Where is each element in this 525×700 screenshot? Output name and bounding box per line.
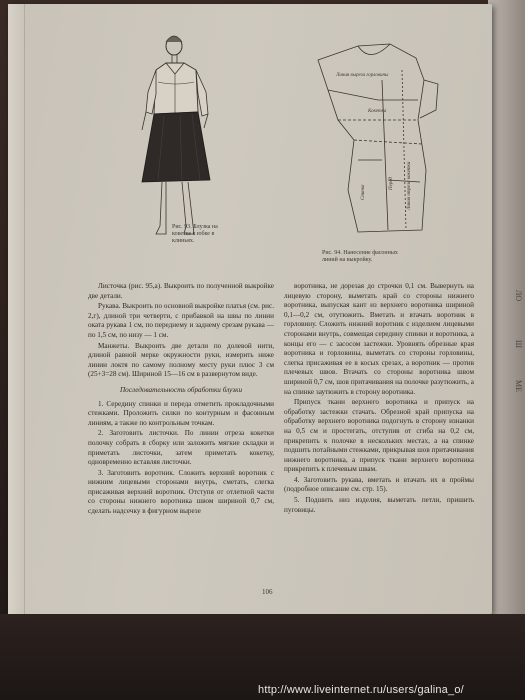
paragraph: 4. Заготовить рукава, вметать и втачать их в проймы (подробное описание см. стр. 15). [284,475,474,494]
paragraph: Рукава. Выкроить по основной выкройке платья (см. рис. 2,г), длиной три четверти, с прибавкой на швы по линии оката рукава 1 см, по переднему и заднему срезам рукава — по 1,5 см, по низу — 1 см. [88,302,274,339]
diagram-label: Спинка [361,184,366,200]
paragraph: Листочка (рис. 95,а). Выкроить по полученной выкройке две детали. [88,282,274,300]
diagram-label: Перед [389,177,394,190]
pattern-drafting-diagram [298,40,448,250]
figure-93-caption: Рис. 93. Блузка на кокетке к юбке в клиньях. [172,224,218,244]
paragraph: Припуск ткани верхнего воротника и припуск на обработку застежки стачать. Обрезной край припуска на обработку верхнего воротника подогнуть в сторону изнанки на 0,5 см и простегать, отступив от сгиба на 0,2 см, прикрепить к полочке в нескольких местах, а на спинке подшить потайными стежками, прикрывая шов притачивания нижнего воротника, а припуск ткани верхнего воротника прикрепить к плечевым швам. [284,398,474,474]
adjacent-page-edge [488,0,525,620]
right-text-column [284,282,474,516]
paragraph: Манжеты. Выкроить две детали по долевой нити, длиной равной мерке окружности руки, измерить ниже линии локтя по самому полному месту руки плюс 3 см (25+3=28 см). Шириной 15—16 см в развернутом виде. [88,341,274,379]
section-heading: Последовательность обработки блузки [119,385,243,394]
page-gutter [8,4,25,614]
page-number: 106 [262,588,273,596]
blouse-illustration [120,30,230,250]
adjacent-page-fragment: ЛО [514,290,523,302]
adjacent-page-fragment: МЕ [514,380,523,392]
figure-94-caption: Рис. 94. Нанесение фасонных линий на выкройку. [322,250,398,263]
paragraph: 5. Подшить низ изделия, выметать петли, пришить пуговицы. [284,496,474,514]
paragraph: 3. Заготовить воротник. Сложить верхний воротник с нижним лицевыми сторонами внутрь, сметать, слегка присаживая верхний воротник. Отступя от отлетной части со стороны нижнего воротника швом шириной 0,7 см, сделать надсечку в фигурном вырезе [88,468,274,516]
diagram-label: Линия выреза горловины [336,73,389,78]
diagram-label: Кокетка [368,109,387,114]
adjacent-page-fragment: Ш [514,340,523,349]
paragraph: 1. Середину спинки и переда отметить прокладочными стежками. Проложить силки по контурным и фасонным линиям, а также по контрольным точкам. [88,399,274,427]
left-text-column [88,282,274,518]
source-watermark: http://www.liveinternet.ru/users/galina_o/ [258,684,464,696]
paragraph: 2. Заготовить листочки. По линии отреза кокетки полочку собрать в сборку или заложить мягкие складки и приметать листочки, затем приметать кокетку, одновременно вставляя листочки. [88,429,274,467]
diagram-label: Линия отреза кокетки [407,161,412,210]
paragraph: воротника, не дорезая до строчки 0,1 см. Вывернуть на лицевую сторону, выметать край со стороны нижнего воротника, выпуская кант из верхнего воротника шириной 0,1—0,2 см, отутюжить. Вметать и втачать воротник в горловину. Сложить нижний воротник с изделием лицевыми сторонами внутрь, совмещая середину спинки и воротника, а концы его — с засосом застежки. Уровнять обрезные края воротника и горловины, выметать со стороны горловины, слегка присаживая ее в косых срезах, а воротник — против плечевых швов. Втачать со стороны воротника швом шириной 0,7 см, шов притачивания на полочке разутюжить, а на спинке заутюжить в сторону воротника. [284,282,474,396]
